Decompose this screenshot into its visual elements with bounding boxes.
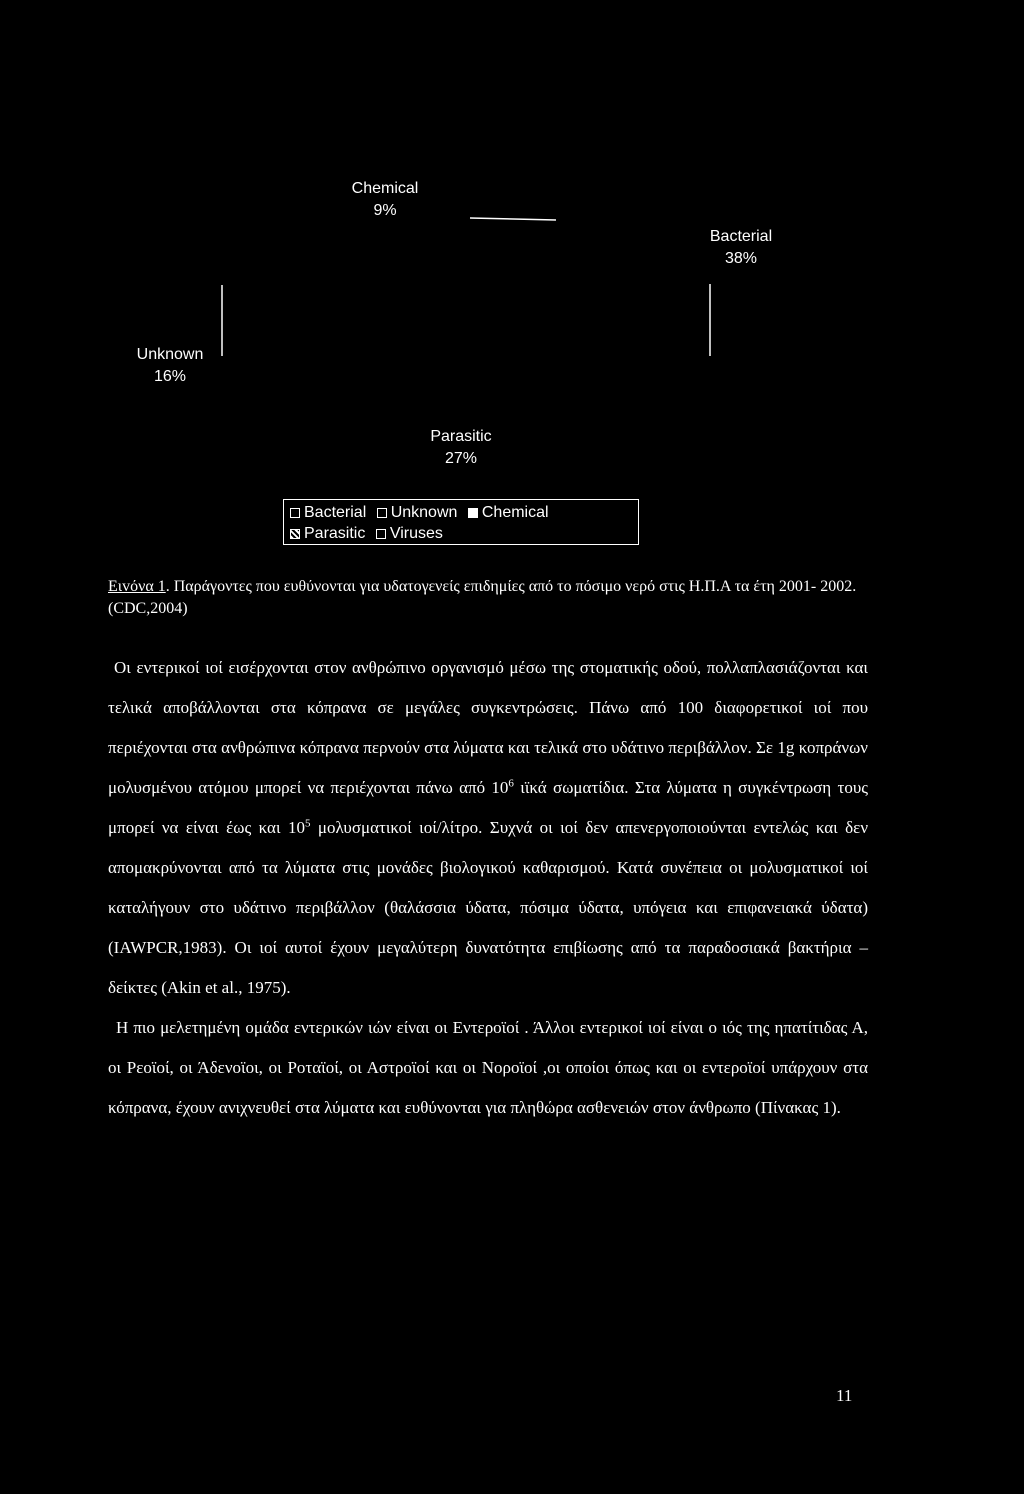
label-chemical <box>330 178 440 222</box>
legend-item-viruses <box>376 523 443 544</box>
legend-row-2 <box>290 523 638 544</box>
label-parasitic <box>406 426 516 470</box>
paragraph-1-end: μολυσματικοί ιοί/λίτρο. Συχνά οι ιοί δεν απενεργοποιούνται εντελώς και δεν απομακρύνονται από τα λύματα στις μονάδες βιολογικού καθαρισμού. Κατά συνέπεια οι μολυσματικοί ιοί καταλήγουν στο υδάτινο περιβάλλον (θαλάσσια ύδατα, πόσιμα ύδατα, υπόγεια και επιφανειακά ύδατα) (IAWPCR,1983). Οι ιοί αυτοί έχουν μεγαλύτερη δυνατότητα επιβίωσης από τα παραδοσιακά βακτήρια – δείκτες (Akin et al., 1975). <box>108 818 868 997</box>
label-chemical-name: Chemical <box>351 180 419 197</box>
label-parasitic-value: 27% <box>444 450 478 467</box>
legend-swatch-chemical <box>468 508 478 518</box>
paragraph-1-sup-2: 5 <box>304 817 311 830</box>
body-text <box>108 648 868 1128</box>
page-number: 11 <box>836 1386 853 1405</box>
legend-label-chemical: Chemical <box>481 504 549 521</box>
legend-swatch-bacterial <box>290 508 300 518</box>
label-unknown <box>120 344 220 388</box>
legend-row-1 <box>290 502 638 523</box>
label-unknown-name: Unknown <box>136 346 204 363</box>
legend-label-unknown: Unknown <box>390 504 458 521</box>
chart-legend <box>283 499 639 545</box>
legend-item-bacterial <box>290 502 366 523</box>
label-bacterial-name: Bacterial <box>709 228 773 245</box>
pie-chart <box>0 0 1024 560</box>
figure-caption <box>108 576 868 620</box>
legend-swatch-unknown <box>377 508 387 518</box>
legend-swatch-parasitic <box>290 529 300 539</box>
legend-item-chemical <box>468 502 549 523</box>
figure-number: Ειvόνα 1 <box>108 578 166 595</box>
legend-label-bacterial: Bacterial <box>304 504 367 521</box>
paragraph-1-start: Οι εντερικοί ιοί εισέρχονται στον ανθρώπινο οργανισμό μέσω της στοματικής οδού, πολλαπλασιάζονται και τελικά αποβάλλονται στα κόπρανα σε μεγάλες συγκεντρώσεις. Πάνω από 100 διαφορετικοί ιοί που περιέχονται στα ανθρώπινα κόπρανα περνούν στα λύματα και τελικά στο υδάτινο περιβάλλον. Σε 1g κοπράνων μολυσμένου ατόμου μπορεί να περιέχονται πάνω από 10 <box>108 658 868 797</box>
paragraph-2: Η πιο μελετημένη ομάδα εντερικών ιών είναι οι Εντεροϊοί . Άλλοι εντερικοί ιοί είναι ο ιός της ηπατίτιδας Α, οι Ρεοϊοί, οι Άδενοϊοι, οι Ροταϊοί, οι Αστροϊοί και οι Νοροϊοί ,οι οποίοι όπως και οι εντεροϊοί υπάρχουν στα κόπρανα, έχουν ανιχνευθεί στα λύματα και ευθύνονται για πληθώρα ασθενειών στον άνθρωπο (Πίνακας 1). <box>108 1018 868 1117</box>
label-bacterial <box>686 226 796 270</box>
leader-line-chemical <box>470 218 556 220</box>
paragraph-1 <box>108 648 868 1008</box>
label-parasitic-name: Parasitic <box>430 428 492 445</box>
legend-label-parasitic: Parasitic <box>304 525 366 542</box>
paragraph-1-mid: ιϊκά σωματίδια. Στα λύματα η συγκέντρωση τους μπορεί να είναι έως και 10 <box>108 778 868 837</box>
pie-chart-svg <box>0 0 1024 560</box>
legend-item-unknown <box>377 502 458 523</box>
label-unknown-value: 16% <box>153 368 187 385</box>
figure-caption-text: . Παράγοντες που ευθύνονται για υδατογενείς επιδημίες από το πόσιμο νερό στις Η.Π.Α τα έτη 2001- 2002. (CDC,2004) <box>108 578 857 617</box>
paragraph-1-sup-1: 6 <box>508 777 514 790</box>
legend-swatch-viruses <box>376 529 386 539</box>
label-chemical-value: 9% <box>373 202 397 219</box>
legend-label-viruses: Viruses <box>389 525 443 542</box>
legend-item-parasitic <box>290 523 365 544</box>
label-bacterial-value: 38% <box>724 250 758 267</box>
